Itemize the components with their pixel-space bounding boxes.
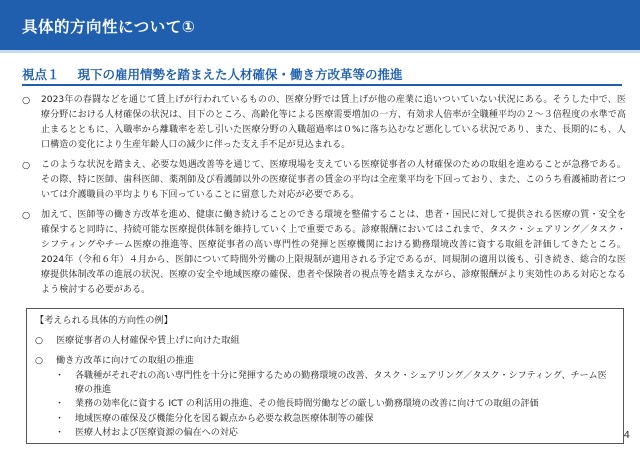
- section-heading: [22, 64, 622, 86]
- circle-bullet-icon: ○: [22, 210, 31, 221]
- circle-bullet-icon: ○: [35, 335, 44, 346]
- section-heading-text: 現下の雇用情勢を踏まえた人材確保・働き方改革等の推進: [77, 67, 403, 82]
- examples-box: [26, 308, 624, 444]
- example-subitem: [35, 427, 613, 441]
- dot-bullet-icon: ・: [55, 399, 65, 409]
- example-item-text: 医療従事者の人材確保や賃上げに向けた取組: [56, 335, 240, 346]
- page-title: 具体的方向性について①: [22, 18, 196, 36]
- body-paragraphs: [22, 93, 626, 303]
- paragraph: [22, 158, 626, 203]
- paragraph-text: このような状況を踏まえ、必要な処遇改善等を通じて、医療現場を支えている医療従事者の人材確保のための取組を進めることが急務である。その際、特に医師、歯科医師、薬剤師及び看護師以外の医療従事者の賃金の平均は全産業平均を下回っており、また、このうち看護補助者については介護職員の平均よりも下回っていることに留意した対応が必要である。: [41, 160, 626, 200]
- dot-bullet-icon: ・: [55, 413, 65, 424]
- circle-bullet-icon: ○: [35, 355, 44, 366]
- paragraph-text: 2023年の春闘などを通じて賃上げが行われているものの、医療分野では賃上げが他の産業に追いついていない状況にある。そうした中で、医療分野における人材確保の状況は、目下のところ、高齢化等による医療需要増加の一方、有効求人倍率が全職種平均の２～３倍程度の水準で高止まるとともに、入職率から離職率を差し引いた医療分野の入職超過率は０%に落ち込むなど悪化している状況であり、また、長期的にも、人口構造の変化により生産年齢人口の減少に伴った支え手不足が見込まれる。: [41, 95, 626, 150]
- circle-bullet-icon: ○: [22, 95, 31, 106]
- example-subitem: [35, 370, 613, 397]
- paragraph-text: 加えて、医師等の働き方改革を進め、健康に働き続けることのできる環境を整備することは、患者・国民に対して提供される医療の質・安全を確保すると同時に、持続可能な医療提供体制を維持していく上で重要である。診療報酬においてはこれまで、タスク・シェアリング／タスク・シフティングやチーム医療の推進等、医療従事者の高い専門性の発揮と医療機関における勤務環境改善に資する取組を評価してきたところ。2024年（令和６年）４月から、医師について時間外労働の上限規制が適用される予定であるが、同規制の適用以後も、引き続き、総合的な医療提供体制改革の進展の状況、医療の安全や地域医療の確保、患者や保険者の視点等を踏まえながら、診療報酬がより実効性のある対応となるよう検討する必要がある。: [41, 210, 626, 295]
- paragraph: [22, 93, 626, 153]
- dot-bullet-icon: ・: [55, 428, 65, 438]
- title-divider: [0, 50, 640, 53]
- paragraph: [22, 208, 626, 298]
- example-item-text: 働き方改革に向けての取組の推進: [56, 355, 194, 366]
- examples-title: 【考えられる具体的方向性の例】: [35, 315, 173, 326]
- example-subitem-text: 地域医療の確保及び機能分化を図る観点から必要な救急医療体制等の確保: [75, 413, 374, 424]
- circle-bullet-icon: ○: [22, 160, 31, 171]
- dot-bullet-icon: ・: [55, 371, 65, 381]
- section-label: 視点１: [22, 67, 60, 82]
- example-subitem-text: 医療人材および医療資源の偏在への対応: [75, 428, 238, 438]
- example-item: [35, 334, 613, 348]
- example-subitem: [35, 413, 613, 427]
- example-subitem-text: 業務の効率化に資する ICT の利活用の推進、その他長時間労働などの厳しい勤務環境の改善に向けての取組の評価: [75, 399, 539, 409]
- example-item: [35, 354, 613, 368]
- title-bar: [0, 0, 640, 50]
- page-number: 4: [623, 430, 630, 441]
- example-subitem-text: 各職種がそれぞれの高い専門性を十分に発揮するための勤務環境の改善、タスク・シェアリング／タスク・シフティング、チーム医療の推進: [75, 371, 607, 395]
- example-subitem: [35, 398, 613, 412]
